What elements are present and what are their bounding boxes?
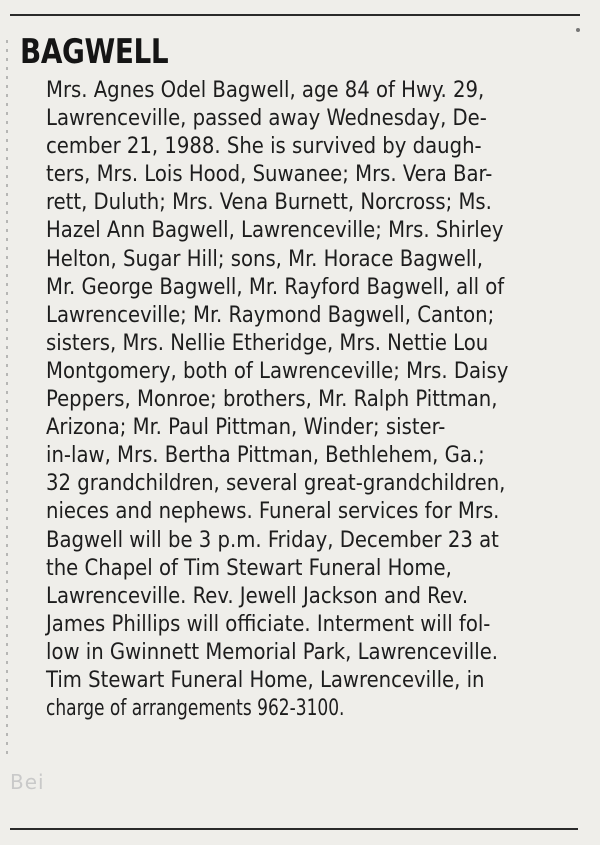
body-line: Peppers, Monroe; brothers, Mr. Ralph Pittman, <box>46 387 498 413</box>
body-line: the Chapel of Tim Stewart Funeral Home, <box>46 555 452 581</box>
body-line: ters, Mrs. Lois Hood, Suwanee; Mrs. Vera Bar- <box>46 162 493 188</box>
body-line: Mrs. Agnes Odel Bagwell, age 84 of Hwy. 29, <box>46 78 485 103</box>
body-line: Helton, Sugar Hill; sons, Mr. Horace Bagwell, <box>46 246 484 272</box>
body-line: in-law, Mrs. Bertha Pittman, Bethlehem, Ga.; <box>46 443 485 469</box>
body-line: nieces and nephews. Funeral services for Mrs. <box>46 499 500 525</box>
body-line: Tim Stewart Funeral Home, Lawrenceville, in <box>46 667 485 693</box>
top-rule <box>10 14 580 16</box>
left-edge-artifact <box>6 40 8 760</box>
bleed-through-text: Bei <box>10 770 45 794</box>
obituary-headline: BAGWELL <box>20 32 169 72</box>
body-line: James Phillips will officiate. Interment will fol- <box>46 611 491 637</box>
body-line: low in Gwinnett Memorial Park, Lawrenceville. <box>46 639 499 665</box>
body-line: Bagwell will be 3 p.m. Friday, December 23 at <box>46 527 499 553</box>
body-line: Montgomery, both of Lawrenceville; Mrs. Daisy <box>46 358 509 384</box>
body-line: charge of arrangements 962-3100. <box>46 696 345 722</box>
body-line: Mr. George Bagwell, Mr. Rayford Bagwell, all of <box>46 274 505 300</box>
body-line: Lawrenceville. Rev. Jewell Jackson and Rev. <box>46 583 469 609</box>
bottom-rule <box>10 828 578 830</box>
body-line: 32 grandchildren, several great-grandchildren, <box>46 471 506 497</box>
body-line: Lawrenceville, passed away Wednesday, De- <box>46 106 487 132</box>
body-line: Lawrenceville; Mr. Raymond Bagwell, Canton; <box>46 302 495 328</box>
body-line: Hazel Ann Bagwell, Lawrenceville; Mrs. Shirley <box>46 218 504 244</box>
print-speck <box>576 28 580 32</box>
body-line: Arizona; Mr. Paul Pittman, Winder; sister- <box>46 415 446 441</box>
body-line: sisters, Mrs. Nellie Etheridge, Mrs. Nettie Lou <box>46 330 489 356</box>
body-line: rett, Duluth; Mrs. Vena Burnett, Norcross; Ms. <box>46 190 492 216</box>
obituary-body <box>46 77 586 723</box>
body-line: cember 21, 1988. She is survived by daugh- <box>46 134 482 160</box>
